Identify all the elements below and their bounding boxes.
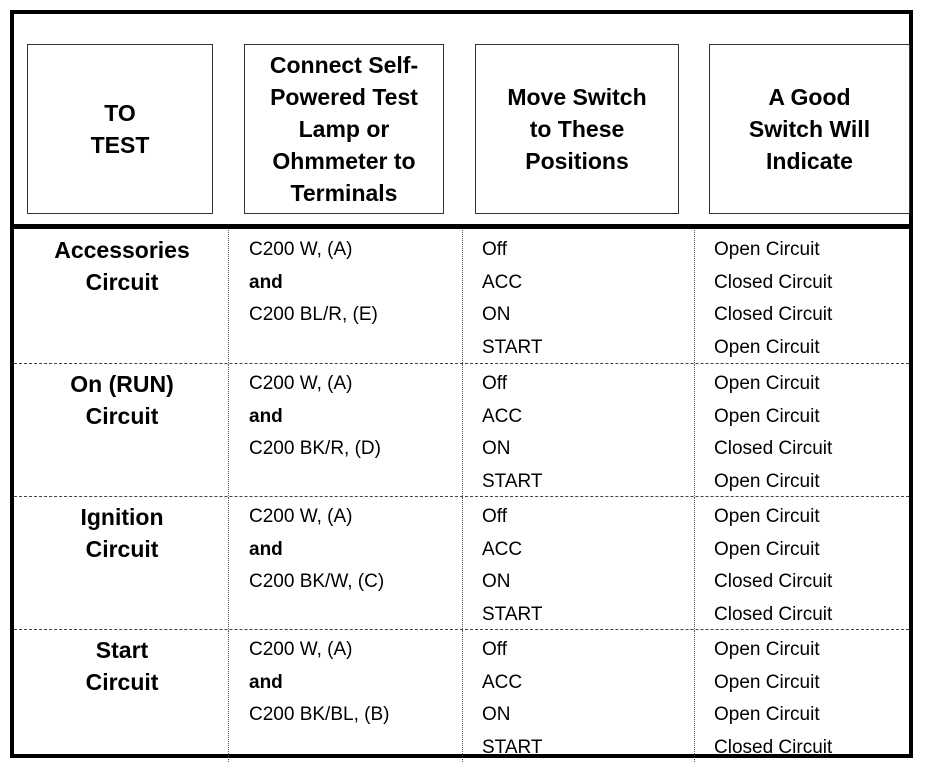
column-divider [694,497,695,629]
table-row [14,363,909,496]
column-divider [228,364,229,496]
position-item: Off [482,239,507,260]
column-divider [462,497,463,629]
column-divider [462,230,463,363]
terminal-item: C200 W, (A) [249,506,353,527]
position-item: ON [482,571,511,592]
result-item: Open Circuit [714,239,820,260]
column-divider [694,364,695,496]
position-item: ACC [482,271,523,293]
position-item: ON [482,704,511,725]
result-item: Open Circuit [714,470,820,492]
terminal-item: and [249,538,283,560]
terminal-item: C200 BL/R, (E) [249,304,378,325]
result-item: Closed Circuit [714,438,833,459]
position-item: START [482,603,543,625]
column-divider [462,364,463,496]
results-list [714,501,832,631]
table-row [14,629,909,762]
column-divider [694,230,695,363]
result-item: Closed Circuit [714,603,833,625]
result-item: Closed Circuit [714,571,833,592]
position-item: START [482,336,543,358]
table-row [14,230,909,363]
positions-list [482,368,543,498]
result-item: Open Circuit [714,639,820,660]
terminals-list [249,501,384,599]
result-item: Open Circuit [714,506,820,527]
column-divider [694,630,695,762]
terminal-item: C200 BK/W, (C) [249,571,385,592]
circuit-title: Start Circuit [85,637,159,695]
header-switch-positions: Move Switch to These Positions [475,44,679,214]
terminal-item: C200 W, (A) [249,373,353,394]
column-divider [462,630,463,762]
terminals-list [249,234,378,332]
results-list [714,234,832,364]
result-item: Closed Circuit [714,271,833,293]
circuit-title: Ignition Circuit [80,504,164,562]
header-connect-terminals: Connect Self- Powered Test Lamp or Ohmmeter to Terminals [244,44,444,214]
terminal-item: and [249,405,283,427]
position-item: START [482,470,543,492]
column-divider [228,630,229,762]
circuit-title: On (RUN) Circuit [70,371,174,429]
result-item: Open Circuit [714,336,820,358]
terminal-item: C200 W, (A) [249,239,353,260]
terminal-item: C200 W, (A) [249,639,353,660]
table-header [14,14,909,229]
positions-list [482,501,543,631]
results-list [714,368,832,498]
terminal-item: C200 BK/R, (D) [249,438,381,459]
position-item: ON [482,438,511,459]
result-item: Open Circuit [714,405,820,427]
result-item: Open Circuit [714,671,820,693]
column-divider [228,230,229,363]
position-item: ACC [482,671,523,693]
result-item: Open Circuit [714,373,820,394]
position-item: Off [482,639,507,660]
position-item: ACC [482,405,523,427]
terminal-item: C200 BK/BL, (B) [249,704,390,725]
circuit-title: Accessories Circuit [54,237,190,295]
header-to-test: TO TEST [27,44,213,214]
positions-list [482,234,543,364]
positions-list [482,634,543,764]
result-item: Closed Circuit [714,736,833,758]
terminals-list [249,368,381,466]
result-item: Open Circuit [714,538,820,560]
terminal-item: and [249,271,283,293]
terminal-item: and [249,671,283,693]
results-list [714,634,832,764]
result-item: Open Circuit [714,704,820,725]
header-good-switch-indicates: A Good Switch Will Indicate [709,44,910,214]
result-item: Closed Circuit [714,304,833,325]
position-item: Off [482,373,507,394]
switch-test-table [10,10,913,758]
terminals-list [249,634,389,732]
column-divider [228,497,229,629]
position-item: ON [482,304,511,325]
position-item: START [482,736,543,758]
position-item: Off [482,506,507,527]
table-row [14,496,909,629]
position-item: ACC [482,538,523,560]
